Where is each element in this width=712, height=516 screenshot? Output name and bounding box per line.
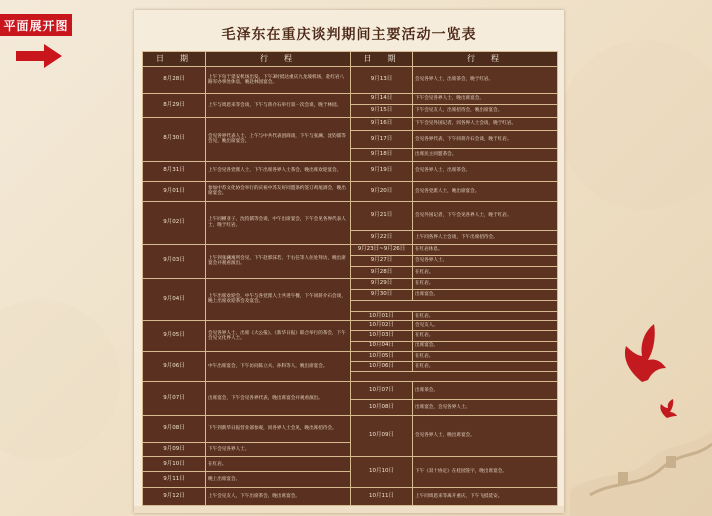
itinerary-cell: 上午会见各党派人士，下午出席各界人士茶会，晚出席欢迎宴会。 xyxy=(206,161,351,181)
table-row xyxy=(143,244,558,255)
date-cell: 9月17日 xyxy=(351,131,413,149)
itinerary-cell: 上午到张澜寓所会见，下午赴郭沫若、于右任等人住处拜访，晚出席宴会并观看演出。 xyxy=(206,244,351,278)
date-cell: 9月12日 xyxy=(143,487,206,505)
table-row xyxy=(143,202,558,231)
date-cell: 9月07日 xyxy=(143,382,206,416)
itinerary-cell: 下午到新华日报营业部参观，同各界人士会见，晚出席招待会。 xyxy=(206,415,351,442)
date-cell: 9月02日 xyxy=(143,202,206,245)
document-title: 毛泽东在重庆谈判期间主要活动一览表 xyxy=(221,27,477,43)
date-cell: 9月14日 xyxy=(351,94,413,105)
date-cell: 8月31日 xyxy=(143,161,206,181)
table-row xyxy=(143,457,558,472)
itinerary-cell: 出席宴会。 xyxy=(413,341,558,351)
date-cell: 9月09日 xyxy=(143,442,206,457)
date-cell: 9月18日 xyxy=(351,149,413,161)
table-row xyxy=(143,382,558,400)
itinerary-cell: 上午同柳亚子、沈钧儒等会谈，中午出席宴会，下午会见各界代表人士，晚于红岩。 xyxy=(206,202,351,245)
date-cell: 9月21日 xyxy=(351,202,413,231)
itinerary-cell: 上午同周恩来等离开重庆，下午飞抵延安。 xyxy=(413,487,558,505)
date-cell: 9月04日 xyxy=(143,278,206,321)
itinerary-cell: 下午会见各界人士。 xyxy=(206,442,351,457)
itinerary-cell: 上午会见友人，下午出席茶会，晚出席宴会。 xyxy=(206,487,351,505)
itinerary-cell: 在红岩。 xyxy=(413,361,558,371)
header-itinerary-left: 行 程 xyxy=(206,52,351,67)
date-cell: 9月05日 xyxy=(143,321,206,351)
date-cell: 9月22日 xyxy=(351,231,413,245)
table-row xyxy=(143,117,558,131)
itinerary-cell: 在红岩。 xyxy=(413,267,558,278)
date-cell: 9月29日 xyxy=(351,278,413,289)
itinerary-cell: 下午《双十协定》在桂园签字，晚出席宴会。 xyxy=(413,457,558,487)
date-cell: 10月04日 xyxy=(351,341,413,351)
header-date-left: 日 期 xyxy=(143,52,206,67)
date-cell: 9月23日~9月26日 xyxy=(351,244,413,255)
date-cell: 10月09日 xyxy=(351,415,413,457)
itinerary-cell: 出席宴会。 xyxy=(413,289,558,300)
itinerary-cell: 在红岩。 xyxy=(413,351,558,361)
itinerary-cell: 会见各界人士，出席茶会，晚于红岩。 xyxy=(413,67,558,94)
itinerary-cell: 会见友人。 xyxy=(413,321,558,331)
itinerary-cell: 下午会见外国记者，同各界人士会谈，晚于红岩。 xyxy=(413,117,558,131)
empty-cell xyxy=(351,371,558,381)
table-row xyxy=(143,67,558,78)
itinerary-cell: 在红岩。 xyxy=(206,457,351,472)
date-cell: 10月03日 xyxy=(351,331,413,341)
date-cell: 9月11日 xyxy=(143,472,206,488)
date-cell: 10月01日 xyxy=(351,312,413,321)
date-cell: 9月19日 xyxy=(351,161,413,181)
red-dove-icon xyxy=(612,322,672,392)
arrow-right-icon xyxy=(16,44,64,68)
header-itinerary-right: 行 程 xyxy=(413,52,558,67)
great-wall-illustration xyxy=(570,380,712,516)
date-cell: 9月13日 xyxy=(351,67,413,94)
itinerary-cell: 会见各党派人士，晚出席宴会。 xyxy=(413,181,558,201)
itinerary-cell: 会见各界人士，出席《大公报》、《新华日报》联合举行的茶会，下午会见文化界人士。 xyxy=(206,321,351,351)
date-cell: 9月16日 xyxy=(351,117,413,131)
itinerary-cell: 出席宴会，会见各界人士。 xyxy=(413,400,558,416)
activity-table xyxy=(142,51,558,506)
date-cell: 9月27日 xyxy=(351,256,413,267)
itinerary-cell: 上午与周恩来等会谈，下午与蒋介石举行第一次会谈，晚于林园。 xyxy=(206,94,351,118)
date-cell: 9月30日 xyxy=(351,289,413,300)
itinerary-cell: 下午会见各界人士，晚出席宴会。 xyxy=(413,94,558,105)
activity-table-document xyxy=(134,10,564,513)
itinerary-cell: 上午下旬于延安机场出发。下午3时抵达重庆九龙坡机场，赴红岩八路军办事处休息，晚赴林园宴会。 xyxy=(206,67,351,94)
itinerary-cell: 中午出席宴会，下午访问陈立夫、孙科等人，晚出席宴会。 xyxy=(206,351,351,381)
date-cell: 10月02日 xyxy=(351,321,413,331)
itinerary-cell: 出席茶会。 xyxy=(413,382,558,400)
date-cell: 8月28日 xyxy=(143,67,206,94)
date-cell: 10月08日 xyxy=(351,400,413,416)
date-cell: 9月06日 xyxy=(143,351,206,381)
date-cell: 9月10日 xyxy=(143,457,206,472)
table-row xyxy=(143,94,558,105)
itinerary-cell: 会见各界人士，出席茶会。 xyxy=(413,161,558,181)
table-row xyxy=(143,278,558,289)
flat-view-badge[interactable]: 平面展开图 xyxy=(0,14,72,36)
itinerary-cell: 会见外国记者，下午会见各界人士，晚于红岩。 xyxy=(413,202,558,231)
itinerary-cell: 会见各界代表人士，上午与中共代表团商谈，下午与张澜、沈钧儒等会见，晚出席宴会。 xyxy=(206,117,351,161)
table-row xyxy=(143,351,558,361)
background-blot xyxy=(560,40,712,210)
itinerary-cell: 晚上出席宴会。 xyxy=(206,472,351,488)
itinerary-cell: 在红岩休息。 xyxy=(413,244,558,255)
date-cell: 8月29日 xyxy=(143,94,206,118)
itinerary-cell: 出席民主同盟茶会。 xyxy=(413,149,558,161)
itinerary-cell: 在红岩。 xyxy=(413,331,558,341)
itinerary-cell: 上午同各界人士会谈，下午出席招待会。 xyxy=(413,231,558,245)
itinerary-cell: 会见各界代表，下午同蒋介石会谈，晚于红岩。 xyxy=(413,131,558,149)
table-row xyxy=(143,415,558,442)
itinerary-cell: 会见各界人士，晚出席宴会。 xyxy=(413,415,558,457)
red-dove-icon xyxy=(656,398,678,420)
table-row xyxy=(143,487,558,505)
date-cell: 9月08日 xyxy=(143,415,206,442)
date-cell: 9月15日 xyxy=(351,105,413,117)
itinerary-cell: 出席宴会，下午会见各界代表，晚出席宴会并观看演出。 xyxy=(206,382,351,416)
table-row xyxy=(143,161,558,181)
itinerary-cell: 下午会见友人，出席招待会，晚出席宴会。 xyxy=(413,105,558,117)
date-cell: 9月28日 xyxy=(351,267,413,278)
background-blot xyxy=(0,300,120,460)
empty-cell xyxy=(351,301,558,312)
itinerary-cell: 上午出席欢迎会，中午与各党派人士共进午餐，下午同蒋介石会谈，晚上出席欢迎茶会及宴会。 xyxy=(206,278,351,321)
date-cell: 10月05日 xyxy=(351,351,413,361)
date-cell: 10月07日 xyxy=(351,382,413,400)
date-cell: 10月10日 xyxy=(351,457,413,487)
date-cell: 10月11日 xyxy=(351,487,413,505)
itinerary-cell: 会见各界人士。 xyxy=(413,256,558,267)
document-bottom-edge xyxy=(134,506,564,513)
date-cell: 10月06日 xyxy=(351,361,413,371)
itinerary-cell: 在红岩。 xyxy=(413,278,558,289)
date-cell: 8月30日 xyxy=(143,117,206,161)
itinerary-cell: 参加中苏文化协会举行的庆祝中苏友好同盟条约签订鸡尾酒会，晚出席宴会。 xyxy=(206,181,351,201)
header-date-right: 日 期 xyxy=(351,52,413,67)
date-cell: 9月20日 xyxy=(351,181,413,201)
table-row xyxy=(143,321,558,331)
date-cell: 9月01日 xyxy=(143,181,206,201)
itinerary-cell: 在红岩。 xyxy=(413,312,558,321)
date-cell: 9月03日 xyxy=(143,244,206,278)
table-header-row xyxy=(143,52,558,67)
table-row xyxy=(143,181,558,201)
